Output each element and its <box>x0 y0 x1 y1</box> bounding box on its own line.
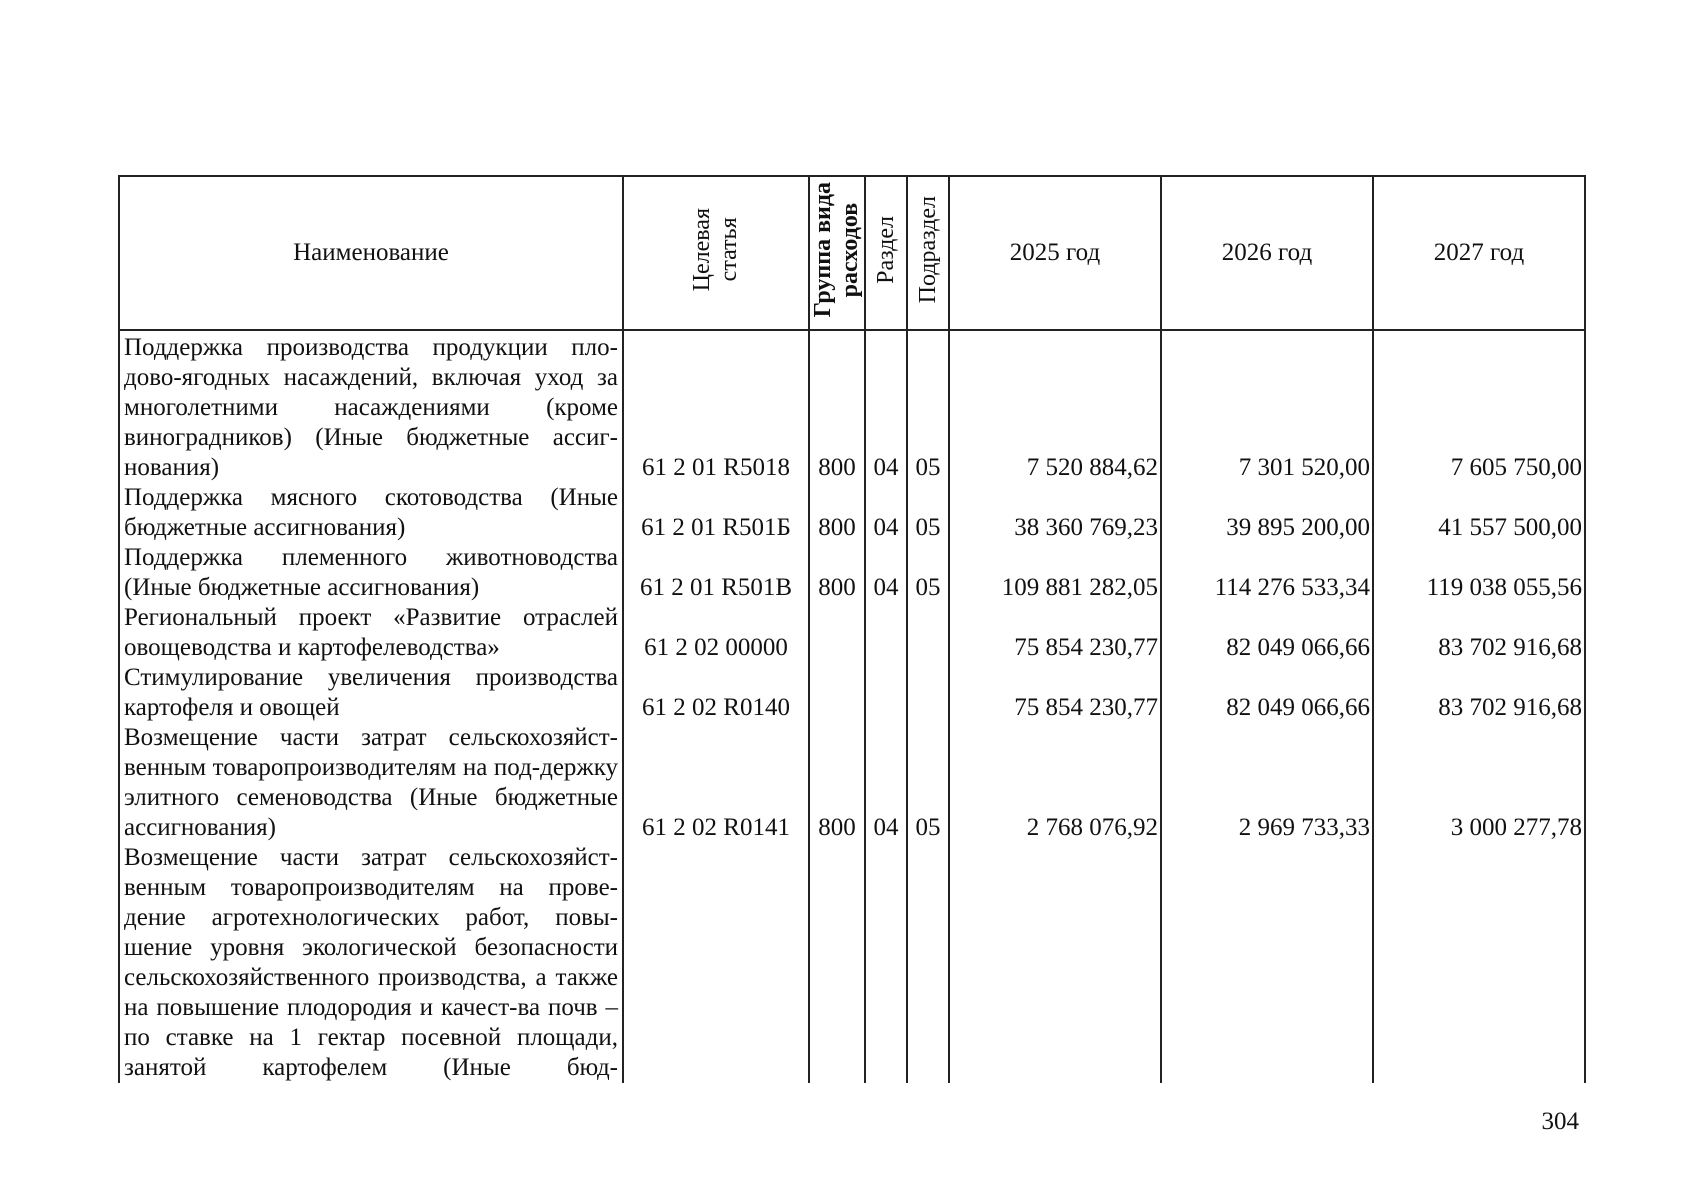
table-row <box>119 723 1585 843</box>
table-row <box>119 663 1585 723</box>
row-code: 61 2 01 R501Б <box>623 483 809 543</box>
row-subsection <box>907 603 949 663</box>
row-code: 61 2 02 00000 <box>623 603 809 663</box>
row-2026: 7 301 520,00 <box>1161 330 1373 483</box>
header-2027 <box>1373 176 1585 330</box>
row-subsection: 05 <box>907 543 949 603</box>
header-target-article-line2: статья <box>716 217 742 282</box>
header-expense-group <box>809 176 865 330</box>
budget-table <box>118 175 1586 1083</box>
row-2026: 82 049 066,66 <box>1161 603 1373 663</box>
header-2026 <box>1161 176 1373 330</box>
header-section <box>865 176 907 330</box>
row-2027: 41 557 500,00 <box>1373 483 1585 543</box>
row-name: Поддержка племенного животноводства (Иные бюджетные ассигнования) <box>119 543 623 603</box>
table-row <box>119 543 1585 603</box>
row-section: 04 <box>865 330 907 483</box>
table-row <box>119 843 1585 1083</box>
row-2025: 38 360 769,23 <box>949 483 1161 543</box>
row-2027: 83 702 916,68 <box>1373 663 1585 723</box>
row-group: 800 <box>809 330 865 483</box>
row-section <box>865 663 907 723</box>
row-2026: 39 895 200,00 <box>1161 483 1373 543</box>
row-group <box>809 843 865 1083</box>
header-2027-label: 2027 год <box>1433 239 1525 266</box>
row-2027 <box>1373 843 1585 1083</box>
header-2026-label: 2026 год <box>1221 239 1313 266</box>
row-2027: 3 000 277,78 <box>1373 723 1585 843</box>
row-subsection: 05 <box>907 483 949 543</box>
row-2026 <box>1161 843 1373 1083</box>
header-subsection-label: Подраздел <box>914 195 941 304</box>
header-expense-group-line1: Группа вида <box>810 181 836 318</box>
table-row <box>119 330 1585 483</box>
row-name: Поддержка мясного скотоводства (Иные бюджетные ассигнования) <box>119 483 623 543</box>
row-2025 <box>949 843 1161 1083</box>
row-subsection <box>907 663 949 723</box>
row-code: 61 2 02 R0141 <box>623 723 809 843</box>
row-subsection <box>907 843 949 1083</box>
row-subsection: 05 <box>907 330 949 483</box>
table-row <box>119 483 1585 543</box>
row-2026: 114 276 533,34 <box>1161 543 1373 603</box>
row-name: Возмещение части затрат сельскохозяйст-венным товаропроизводителям на прове-дение агротехнологических работ, повы-шение уровня экологической безопасности сельскохозяйственного производства, а также на повышение плодородия и качест-ва почв – по ставке на 1 гектар посевной площади, занятой картофелем (Иные бюд- <box>119 843 623 1083</box>
row-2026: 82 049 066,66 <box>1161 663 1373 723</box>
row-section: 04 <box>865 543 907 603</box>
table-body <box>119 330 1585 1083</box>
row-name: Возмещение части затрат сельскохозяйст-венным товаропроизводителям на под-держку элитного семеноводства (Иные бюджетные ассигнования) <box>119 723 623 843</box>
row-2025: 75 854 230,77 <box>949 663 1161 723</box>
row-2026: 2 969 733,33 <box>1161 723 1373 843</box>
row-code: 61 2 02 R0140 <box>623 663 809 723</box>
row-name: Региональный проект «Развитие отраслей овощеводства и картофелеводства» <box>119 603 623 663</box>
table-row <box>119 603 1585 663</box>
row-code <box>623 843 809 1083</box>
row-section: 04 <box>865 723 907 843</box>
row-2025: 7 520 884,62 <box>949 330 1161 483</box>
row-2025: 2 768 076,92 <box>949 723 1161 843</box>
row-section <box>865 603 907 663</box>
row-section <box>865 843 907 1083</box>
row-group: 800 <box>809 723 865 843</box>
row-group <box>809 603 865 663</box>
header-subsection <box>907 176 949 330</box>
row-group <box>809 663 865 723</box>
row-2027: 119 038 055,56 <box>1373 543 1585 603</box>
row-2027: 83 702 916,68 <box>1373 603 1585 663</box>
row-name: Поддержка производства продукции пло-дово-ягодных насаждений, включая уход за многолетними насаждениями (кроме виноградников) (Иные бюджетные ассиг-нования) <box>119 330 623 483</box>
header-target-article <box>623 176 809 330</box>
header-expense-group-line2: расходов <box>837 202 863 297</box>
header-target-article-label <box>689 208 743 291</box>
row-group: 800 <box>809 543 865 603</box>
row-section: 04 <box>865 483 907 543</box>
row-name: Стимулирование увеличения производства картофеля и овощей <box>119 663 623 723</box>
page-number: 304 <box>1541 1108 1579 1135</box>
row-code: 61 2 01 R501В <box>623 543 809 603</box>
row-group: 800 <box>809 483 865 543</box>
header-expense-group-label <box>810 182 864 317</box>
row-subsection: 05 <box>907 723 949 843</box>
header-2025 <box>949 176 1161 330</box>
header-2025-label: 2025 год <box>1009 239 1101 266</box>
header-name-label: Наименование <box>293 239 449 266</box>
row-2025: 75 854 230,77 <box>949 603 1161 663</box>
row-2027: 7 605 750,00 <box>1373 330 1585 483</box>
header-target-article-line1: Целевая <box>689 207 715 292</box>
row-code: 61 2 01 R5018 <box>623 330 809 483</box>
header-name <box>119 176 623 330</box>
table-header <box>119 176 1585 330</box>
header-section-label: Раздел <box>872 215 899 284</box>
row-2025: 109 881 282,05 <box>949 543 1161 603</box>
